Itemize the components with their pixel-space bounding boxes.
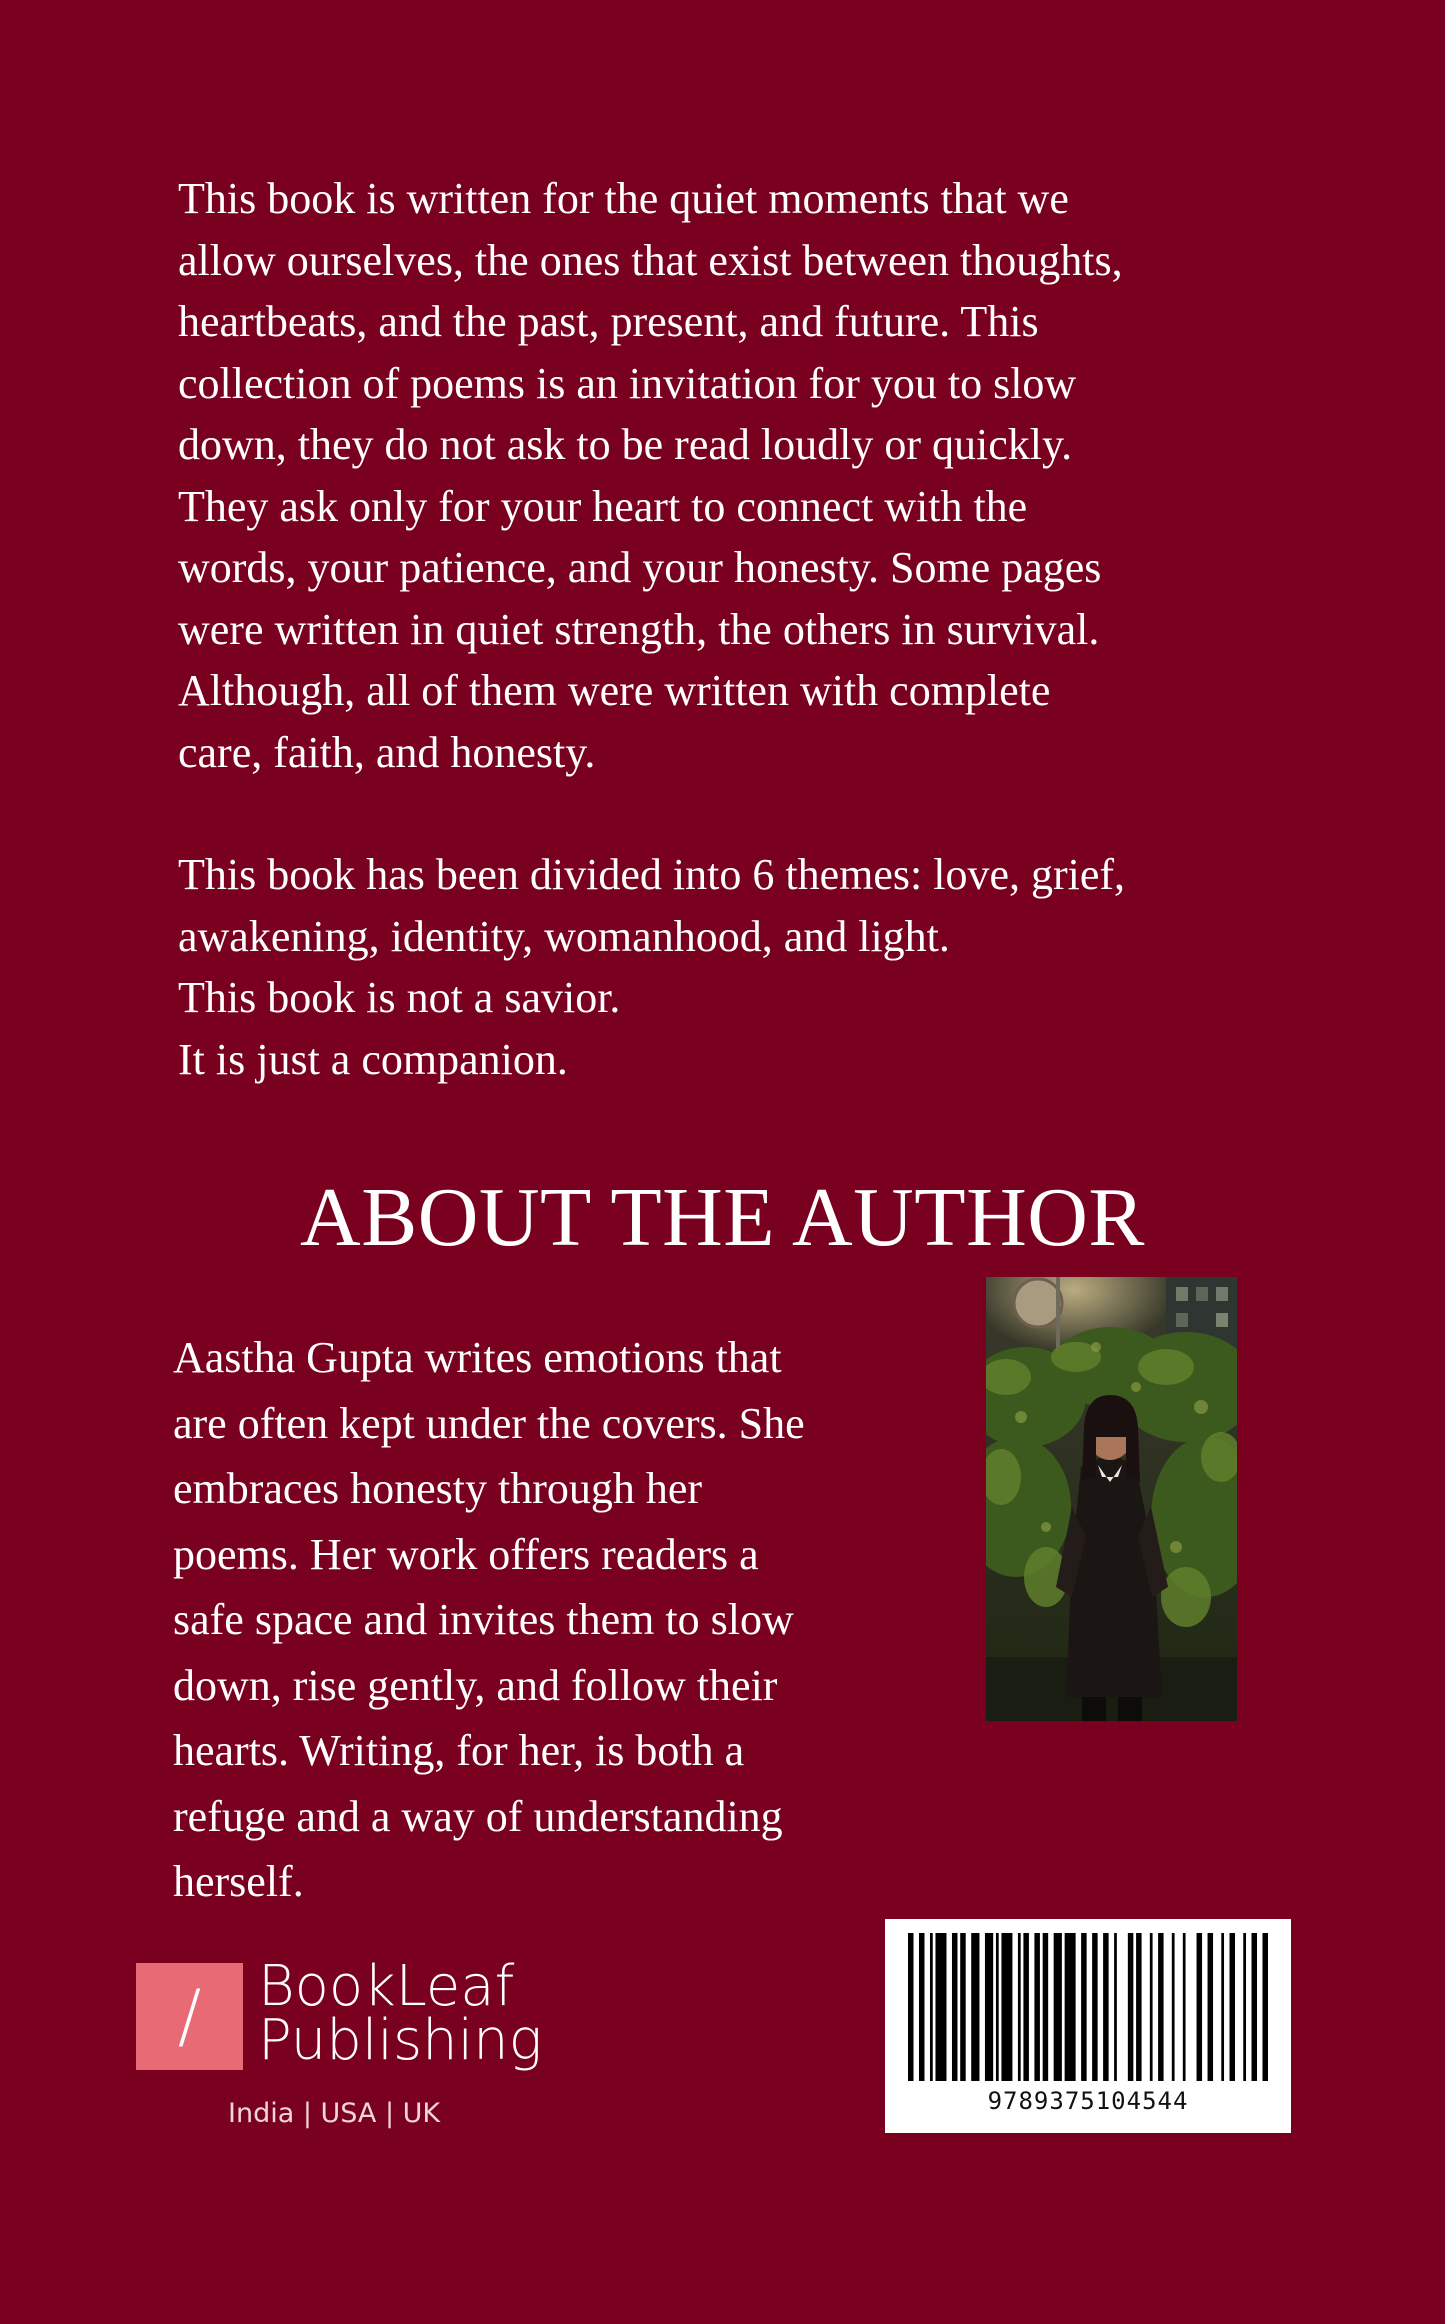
- bio-line: are often kept under the covers. She: [173, 1398, 805, 1448]
- barcode-bar: [960, 1933, 966, 2081]
- blurb-line: They ask only for your heart to connect with the: [178, 481, 1028, 531]
- barcode-bar: [1221, 1933, 1224, 2081]
- barcode-bar: [1081, 1933, 1087, 2081]
- author-photo-illustration: [986, 1277, 1237, 1721]
- blurb-line: It is just a companion.: [178, 1034, 568, 1084]
- barcode-bar: [985, 1933, 993, 2081]
- bio-line: refuge and a way of understanding: [173, 1791, 783, 1841]
- barcode-bar: [1065, 1933, 1076, 2081]
- blurb-line: This book is written for the quiet moments that we: [178, 174, 1069, 223]
- author-bio: [173, 1325, 933, 1915]
- bio-line: Aastha Gupta writes emotions that: [173, 1333, 782, 1382]
- publisher-name-line1: BookLeaf: [258, 1954, 515, 2019]
- barcode-bar: [1158, 1933, 1164, 2081]
- barcode-bar: [1172, 1933, 1175, 2081]
- bio-line: herself.: [173, 1857, 304, 1906]
- blurb-line: allow ourselves, the ones that exist between thoughts,: [178, 235, 1123, 285]
- barcode-bar: [1128, 1933, 1134, 2081]
- blurb-line: words, your patience, and your honesty. Some pages: [178, 543, 1102, 592]
- barcode-bar: [996, 1933, 999, 2081]
- barcode-bar: [1150, 1933, 1153, 2081]
- isbn-number: 9789375104544: [987, 2087, 1189, 2115]
- blurb-line: care, faith, and honesty.: [178, 727, 596, 777]
- barcode-bar: [1018, 1933, 1021, 2081]
- barcode-bar: [1001, 1933, 1012, 2081]
- barcode-bar: [930, 1933, 933, 2081]
- barcode-bars: [885, 1919, 1291, 2089]
- bio-line: hearts. Writing, for her, is both a: [173, 1726, 745, 1775]
- barcode-bar: [1252, 1933, 1258, 2081]
- blurb-line: This book is not a savior.: [178, 973, 621, 1022]
- blurb-line: were written in quiet strength, the others in survival.: [178, 604, 1100, 654]
- barcode-bar: [1043, 1933, 1049, 2081]
- bio-line: down, rise gently, and follow their: [173, 1660, 778, 1710]
- barcode-bar: [1034, 1933, 1040, 2081]
- paragraph-gap: [178, 783, 1288, 844]
- barcode-bar: [1243, 1933, 1246, 2081]
- bio-line: embraces honesty through her: [173, 1464, 703, 1513]
- barcode-bar: [952, 1933, 958, 2081]
- barcode-bar: [919, 1933, 925, 2081]
- barcode-bar: [1114, 1933, 1117, 2081]
- blurb-line: Although, all of them were written with complete: [178, 666, 1051, 715]
- author-photo: [986, 1277, 1237, 1721]
- barcode-bar: [1183, 1933, 1186, 2081]
- bio-line: poems. Her work offers readers a: [173, 1529, 759, 1579]
- back-cover-blurb: [178, 168, 1288, 1090]
- barcode-bar: [1263, 1933, 1269, 2081]
- barcode-bar: [1023, 1933, 1029, 2081]
- publisher-name-line2: Publishing: [258, 2008, 543, 2073]
- barcode-bar: [971, 1933, 979, 2081]
- blurb-line: heartbeats, and the past, present, and future. This: [178, 297, 1039, 346]
- isbn-barcode: [885, 1919, 1291, 2133]
- bio-line: safe space and invites them to slow: [173, 1595, 794, 1644]
- bookleaf-publishing-logo: [136, 1954, 543, 2133]
- barcode-bar: [1197, 1933, 1203, 2081]
- barcode-bar: [935, 1933, 946, 2081]
- blurb-line: collection of poems is an invitation for you to slow: [178, 358, 1077, 408]
- blurb-line: awakening, identity, womanhood, and light.: [178, 911, 950, 961]
- barcode-bar: [1208, 1933, 1214, 2081]
- logo-slash-glyph: /: [177, 1975, 202, 2057]
- publisher-regions: India | USA | UK: [228, 2098, 441, 2129]
- blurb-line: This book has been divided into 6 themes: love, grief,: [178, 850, 1126, 899]
- about-author-heading: ABOUT THE AUTHOR: [300, 1171, 1145, 1264]
- barcode-bar: [1103, 1933, 1109, 2081]
- barcode-bar: [1054, 1933, 1062, 2081]
- barcode-bar: [1136, 1933, 1142, 2081]
- barcode-bar: [1092, 1933, 1098, 2081]
- barcode-bar: [1230, 1933, 1236, 2081]
- blurb-line: down, they do not ask to be read loudly or quickly.: [178, 420, 1073, 469]
- barcode-bar: [908, 1933, 914, 2081]
